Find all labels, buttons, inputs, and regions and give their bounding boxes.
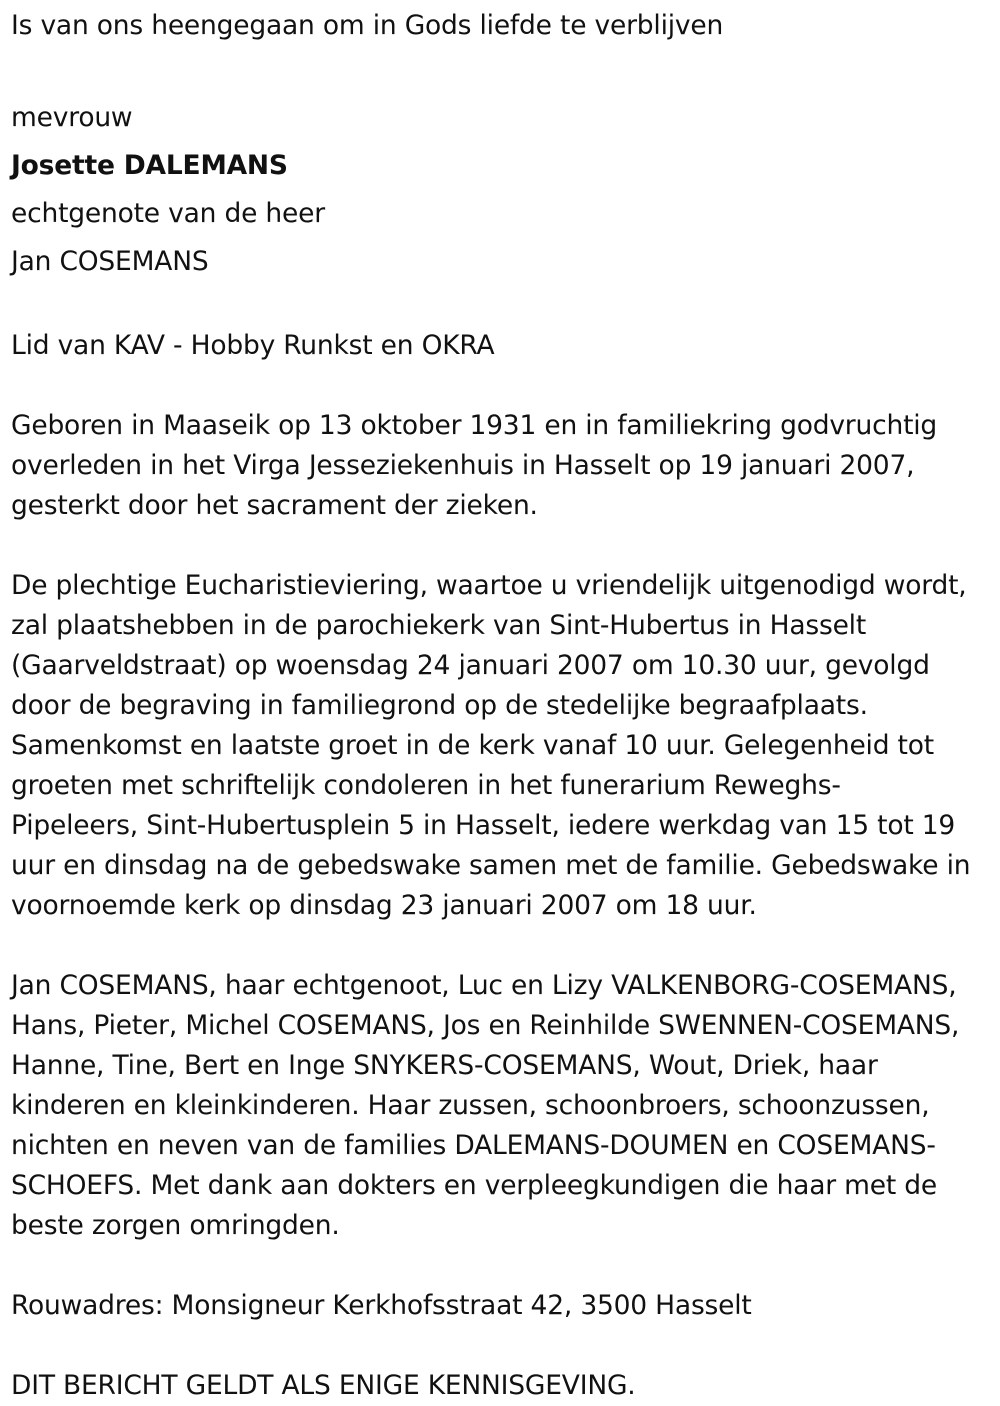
paragraph-line: Pipeleers, Sint-Hubertusplein 5 in Hasselt, iedere werkdag van 15 tot 19 xyxy=(11,810,956,841)
paragraph-line: Geboren in Maaseik op 13 oktober 1931 en in familiekring godvruchtig xyxy=(11,410,938,441)
birth-death-paragraph xyxy=(11,406,991,526)
intro-line: Is van ons heengegaan om in Gods liefde te verblijven xyxy=(11,10,724,41)
paragraph-line: kinderen en kleinkinderen. Haar zussen, schoonbroers, schoonzussen, xyxy=(11,1090,930,1121)
paragraph-line: Jan COSEMANS, haar echtgenoot, Luc en Lizy VALKENBORG-COSEMANS, xyxy=(11,970,957,1001)
paragraph-line: voornoemde kerk op dinsdag 23 januari 2007 om 18 uur. xyxy=(11,890,757,921)
spacer xyxy=(11,86,991,94)
paragraph-line: beste zorgen omringden. xyxy=(11,1210,340,1241)
salutation: mevrouw xyxy=(11,102,133,133)
paragraph-line: SCHOEFS. Met dank aan dokters en verpleegkundigen die haar met de xyxy=(11,1170,938,1201)
spacer xyxy=(11,526,991,566)
deceased-name: Josette DALEMANS xyxy=(11,150,288,181)
spacer xyxy=(11,1246,991,1286)
paragraph-line: door de begraving in familiegrond op de stedelijke begraafplaats. xyxy=(11,690,868,721)
paragraph-line: De plechtige Eucharistieviering, waartoe u vriendelijk uitgenodigd wordt, xyxy=(11,570,967,601)
spacer xyxy=(11,926,991,966)
paragraph-line: Hanne, Tine, Bert en Inge SNYKERS-COSEMANS, Wout, Driek, haar xyxy=(11,1050,878,1081)
paragraph-line: nichten en neven van de families DALEMANS-DOUMEN en COSEMANS- xyxy=(11,1130,936,1161)
ceremony-paragraph xyxy=(11,566,991,926)
paragraph-line: gesterkt door het sacrament der zieken. xyxy=(11,490,538,521)
paragraph-line: zal plaatshebben in de parochiekerk van Sint-Hubertus in Hasselt xyxy=(11,610,867,641)
paragraph-line: uur en dinsdag na de gebedswake samen met de familie. Gebedswake in xyxy=(11,850,971,881)
spouse-name: Jan COSEMANS xyxy=(11,246,209,277)
membership-line: Lid van KAV - Hobby Runkst en OKRA xyxy=(11,330,495,361)
family-paragraph xyxy=(11,966,991,1246)
spacer xyxy=(11,46,991,86)
spacer xyxy=(11,286,991,326)
paragraph-line: (Gaarveldstraat) op woensdag 24 januari 2007 om 10.30 uur, gevolgd xyxy=(11,650,930,681)
name-block xyxy=(11,94,991,286)
paragraph-line: Samenkomst en laatste groet in de kerk vanaf 10 uur. Gelegenheid tot xyxy=(11,730,934,761)
spacer xyxy=(11,366,991,406)
spouse-relation: echtgenote van de heer xyxy=(11,198,325,229)
paragraph-line: overleden in het Virga Jesseziekenhuis in Hasselt op 19 januari 2007, xyxy=(11,450,915,481)
spacer xyxy=(11,1326,991,1366)
address-line: Rouwadres: Monsigneur Kerkhofsstraat 42, 3500 Hasselt xyxy=(11,1290,752,1321)
notice-line: DIT BERICHT GELDT ALS ENIGE KENNISGEVING. xyxy=(11,1370,636,1401)
obituary-document xyxy=(11,6,991,1406)
paragraph-line: Hans, Pieter, Michel COSEMANS, Jos en Reinhilde SWENNEN-COSEMANS, xyxy=(11,1010,960,1041)
paragraph-line: groeten met schriftelijk condoleren in het funerarium Reweghs- xyxy=(11,770,841,801)
